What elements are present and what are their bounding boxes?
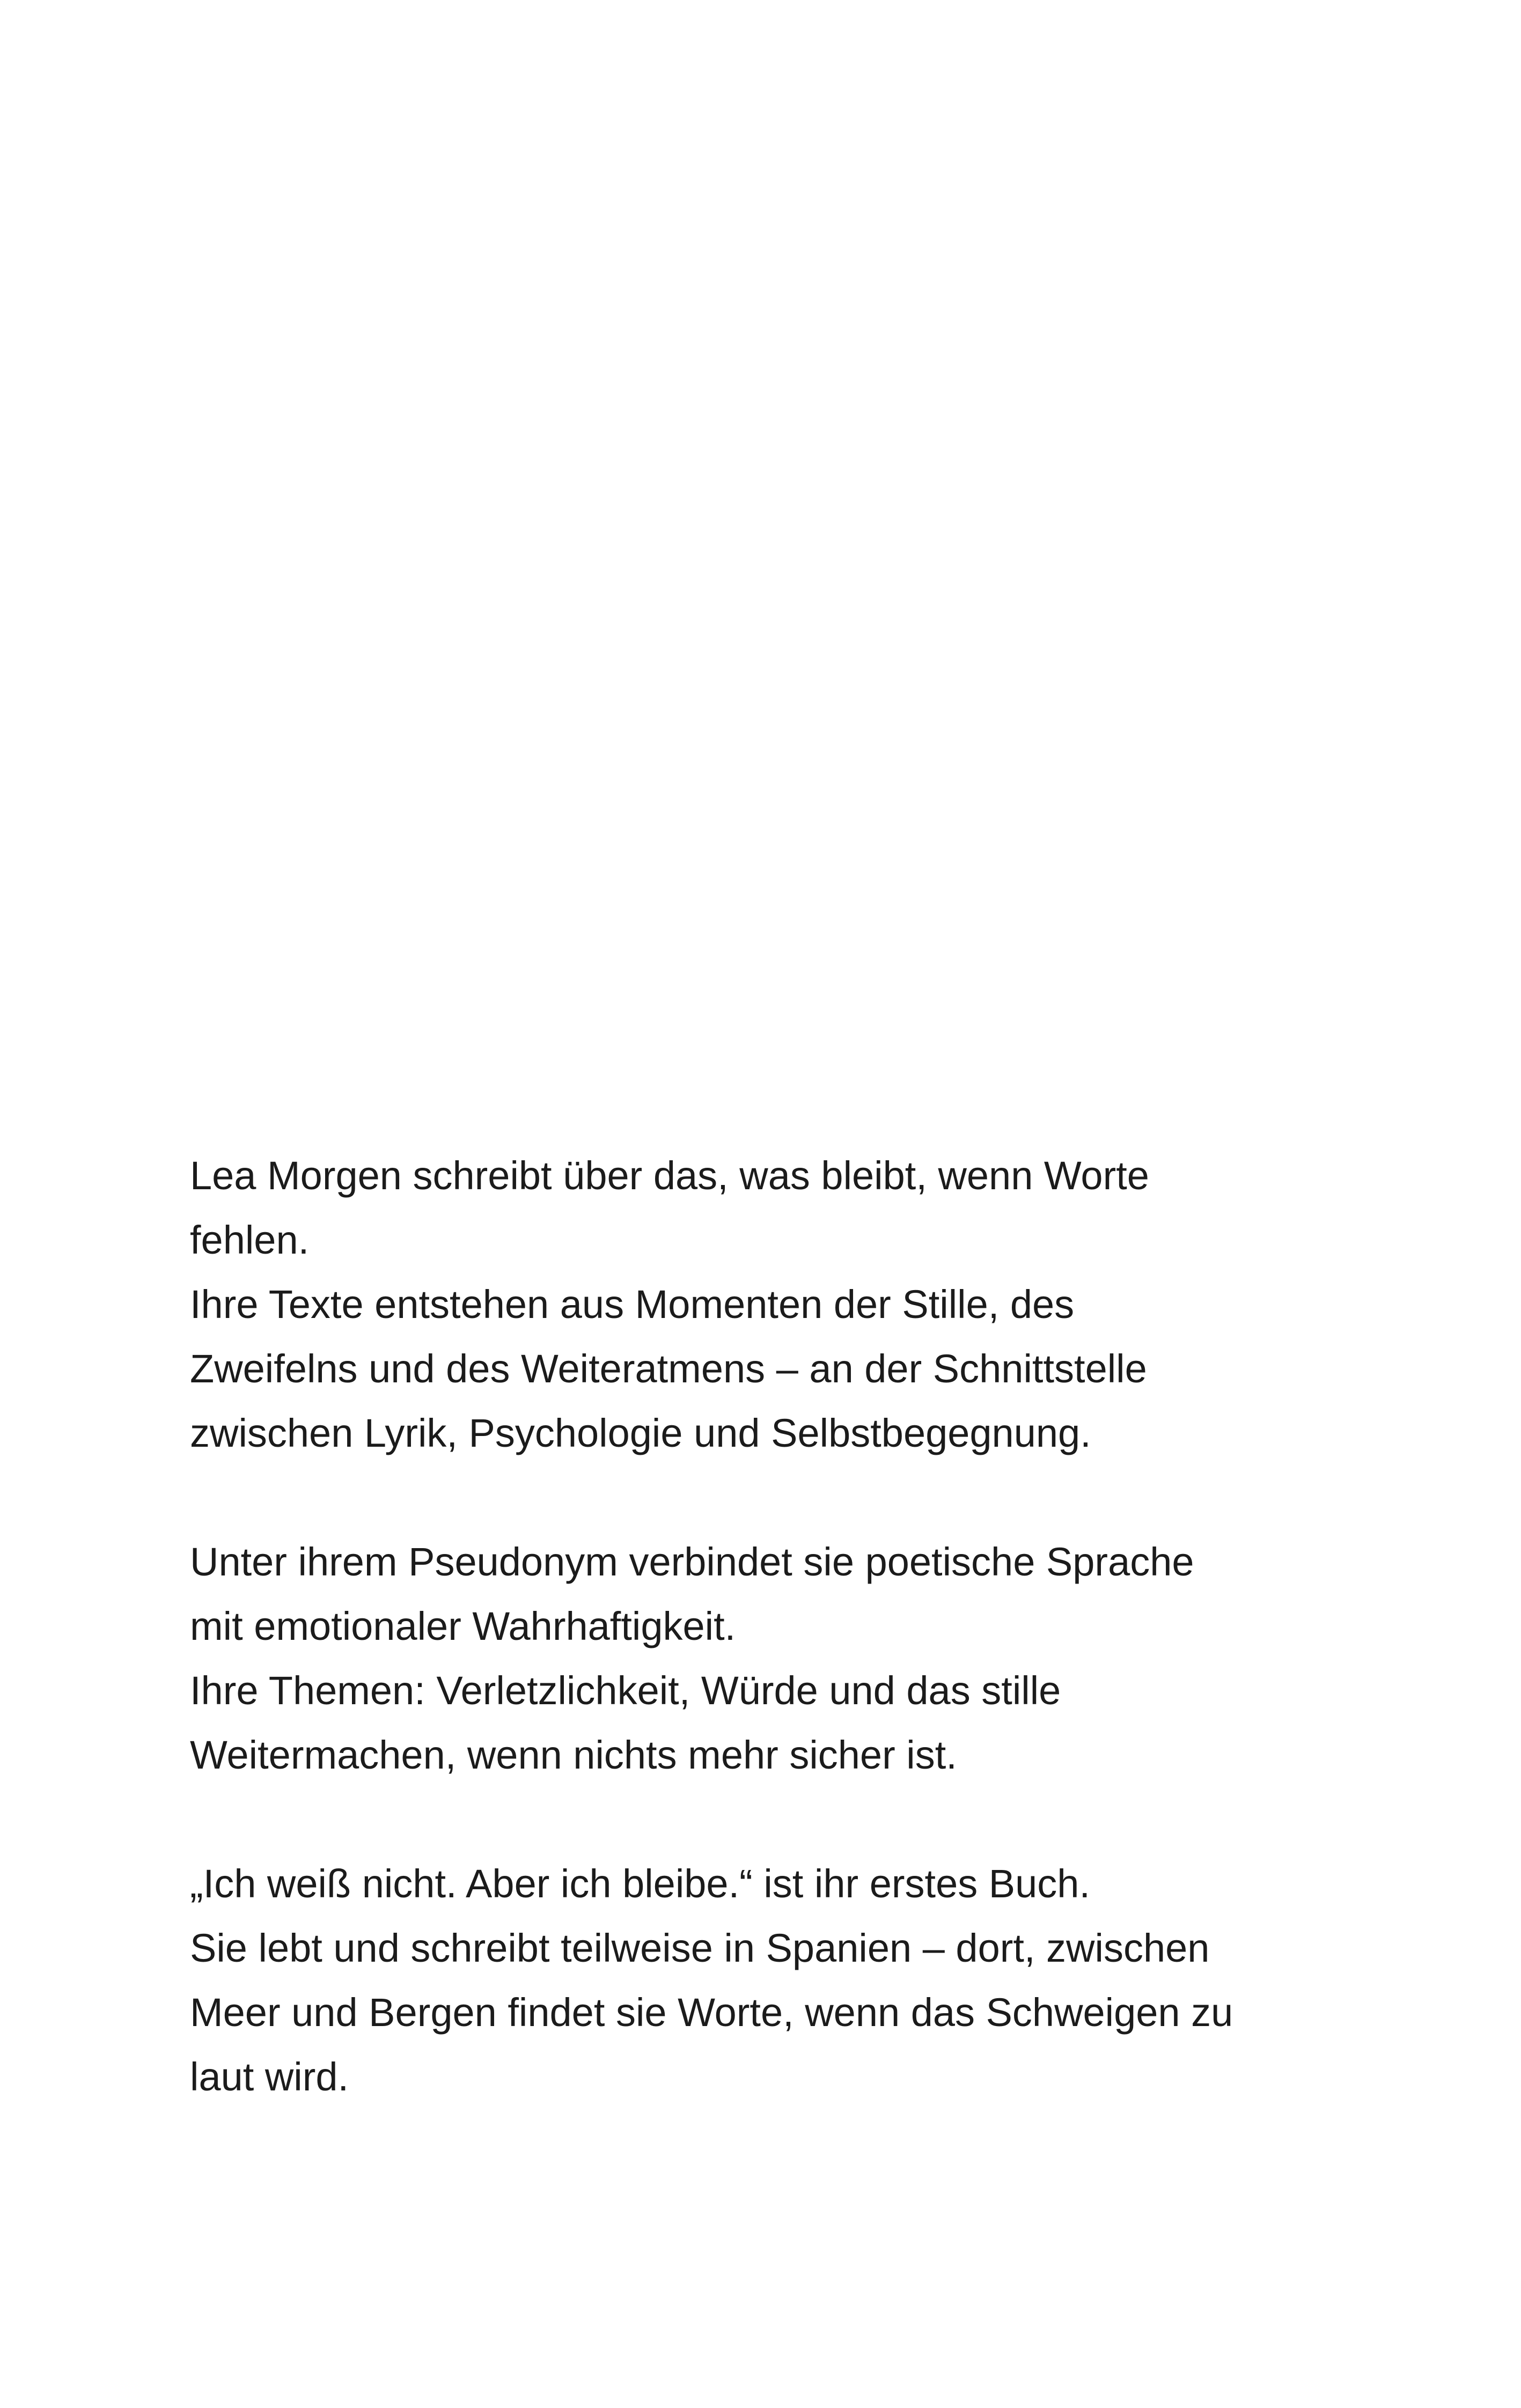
text-line: Meer und Bergen findet sie Worte, wenn das Schweigen zu: [190, 1990, 1233, 2035]
text-line: Sie lebt und schreibt teilweise in Spanien – dort, zwischen: [190, 1926, 1210, 1970]
bio-paragraph-2: [190, 1530, 1306, 1787]
text-line: Unter ihrem Pseudonym verbindet sie poetische Sprache: [190, 1540, 1194, 1584]
text-line: Lea Morgen schreibt über das, was bleibt, wenn Worte: [190, 1153, 1149, 1198]
text-line: zwischen Lyrik, Psychologie und Selbstbegegnung.: [190, 1411, 1091, 1455]
paragraph-spacer: [190, 1466, 1306, 1530]
bio-paragraph-1: [190, 1144, 1306, 1466]
text-line: Zweifelns und des Weiteratmens – an der Schnittstelle: [190, 1346, 1147, 1391]
text-line: „Ich weiß nicht. Aber ich bleibe.“ ist ihr erstes Buch.: [190, 1861, 1091, 1906]
text-line: Weitermachen, wenn nichts mehr sicher ist.: [190, 1733, 957, 1777]
author-bio: [190, 1144, 1306, 2109]
text-line: Ihre Themen: Verletzlichkeit, Würde und das stille: [190, 1668, 1061, 1713]
bio-paragraph-3: [190, 1852, 1306, 2109]
text-line: laut wird.: [190, 2054, 349, 2099]
paragraph-spacer: [190, 1787, 1306, 1852]
text-line: mit emotionaler Wahrhaftigkeit.: [190, 1604, 736, 1648]
text-line: fehlen.: [190, 1218, 310, 1262]
text-line: Ihre Texte entstehen aus Momenten der Stille, des: [190, 1282, 1075, 1327]
